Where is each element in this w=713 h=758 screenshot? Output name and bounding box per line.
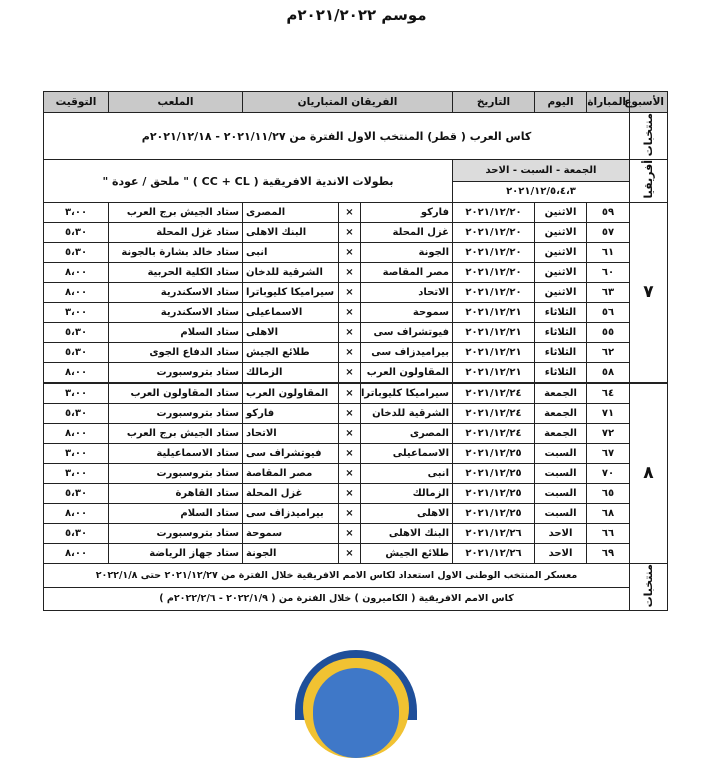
versus-mark: × xyxy=(339,302,361,322)
away-team: الزمالك xyxy=(243,362,339,383)
home-team: فاركو xyxy=(361,202,453,222)
federation-logo xyxy=(295,650,417,720)
match-number: ٦٢ xyxy=(587,342,630,362)
stadium: ستاد السلام xyxy=(109,322,243,342)
away-team: الاهلى xyxy=(243,322,339,342)
kickoff-time: ٥،٣٠ xyxy=(44,342,109,362)
versus-mark: × xyxy=(339,543,361,563)
match-day: الاثنين xyxy=(535,222,587,242)
logo-ball xyxy=(313,668,399,758)
match-day: الجمعة xyxy=(535,423,587,443)
table-row xyxy=(44,202,668,222)
kickoff-time: ٥،٣٠ xyxy=(44,222,109,242)
away-team: الجونة xyxy=(243,543,339,563)
match-number: ٦٥ xyxy=(587,483,630,503)
week-number xyxy=(630,383,668,564)
table-row xyxy=(44,443,668,463)
home-team: المصرى xyxy=(361,423,453,443)
note-row-camp xyxy=(44,563,668,587)
match-number: ٥٦ xyxy=(587,302,630,322)
match-date: ٢٠٢١/١٢/٢٦ xyxy=(453,523,535,543)
match-day: الثلاثاء xyxy=(535,362,587,383)
versus-mark: × xyxy=(339,242,361,262)
match-date: ٢٠٢١/١٢/٢٠ xyxy=(453,242,535,262)
table-row xyxy=(44,342,668,362)
away-team: سيراميكا كليوباترا xyxy=(243,282,339,302)
kickoff-time: ٨،٠٠ xyxy=(44,543,109,563)
header-time: التوقيت xyxy=(44,92,109,113)
table-row xyxy=(44,302,668,322)
stadium: ستاد بتروسبورت xyxy=(109,463,243,483)
home-team: المقاولون العرب xyxy=(361,362,453,383)
note-label-montakhabat-bottom: منتخبات xyxy=(642,563,655,608)
kickoff-time: ٥،٣٠ xyxy=(44,483,109,503)
match-day: السبت xyxy=(535,463,587,483)
match-number: ٥٧ xyxy=(587,222,630,242)
match-number: ٥٩ xyxy=(587,202,630,222)
match-day: الاثنين xyxy=(535,242,587,262)
home-team: الاسماعيلى xyxy=(361,443,453,463)
kickoff-time: ٣،٠٠ xyxy=(44,443,109,463)
kickoff-time: ٣،٠٠ xyxy=(44,202,109,222)
away-team: غزل المحلة xyxy=(243,483,339,503)
note-label-cell xyxy=(630,563,668,610)
kickoff-time: ٣،٠٠ xyxy=(44,383,109,404)
home-team: سموحة xyxy=(361,302,453,322)
home-team: الجونة xyxy=(361,242,453,262)
kickoff-time: ٣،٠٠ xyxy=(44,463,109,483)
table-row xyxy=(44,282,668,302)
note-africa-dates: ٢٠٢١/١٢/٥،٤،٣ xyxy=(453,181,630,202)
match-day: الجمعة xyxy=(535,383,587,404)
match-number: ٦٠ xyxy=(587,262,630,282)
match-day: الاحد xyxy=(535,523,587,543)
versus-mark: × xyxy=(339,503,361,523)
home-team: الزمالك xyxy=(361,483,453,503)
stadium: ستاد الاسكندرية xyxy=(109,302,243,322)
header-teams: الفريقان المتباريان xyxy=(243,92,453,113)
header-day: اليوم xyxy=(535,92,587,113)
away-team: المقاولون العرب xyxy=(243,383,339,404)
home-team: انبى xyxy=(361,463,453,483)
versus-mark: × xyxy=(339,202,361,222)
stadium: ستاد الدفاع الجوى xyxy=(109,342,243,362)
stadium: ستاد جهاز الرياضة xyxy=(109,543,243,563)
versus-mark: × xyxy=(339,523,361,543)
home-team: الاتحاد xyxy=(361,282,453,302)
versus-mark: × xyxy=(339,483,361,503)
note-afcon: كاس الامم الافريقية ( الكاميرون ) خلال الفترة من ( ٢٠٢٢/١/٩ - ٢٠٢٢/٢/٦م ) xyxy=(44,587,630,611)
table-row xyxy=(44,362,668,383)
match-date: ٢٠٢١/١٢/٢٠ xyxy=(453,222,535,242)
note-africa-days: الجمعة - السبت - الاحد xyxy=(453,160,630,181)
away-team: الاتحاد xyxy=(243,423,339,443)
stadium: ستاد بتروسبورت xyxy=(109,523,243,543)
note-row-afcon xyxy=(44,587,668,611)
match-date: ٢٠٢١/١٢/٢١ xyxy=(453,342,535,362)
table-row xyxy=(44,403,668,423)
match-date: ٢٠٢١/١٢/٢٦ xyxy=(453,543,535,563)
stadium: ستاد الجيش برج العرب xyxy=(109,202,243,222)
away-team: فيوتشراف سى xyxy=(243,443,339,463)
match-day: الاثنين xyxy=(535,262,587,282)
match-number: ٥٨ xyxy=(587,362,630,383)
note-label-cell xyxy=(630,113,668,160)
versus-mark: × xyxy=(339,322,361,342)
week-number-label: ٨ xyxy=(643,463,654,484)
home-team: مصر المقاصة xyxy=(361,262,453,282)
header-row xyxy=(44,92,668,113)
away-team: بيراميدزاف سى xyxy=(243,503,339,523)
note-label-cell xyxy=(630,160,668,202)
table-row xyxy=(44,242,668,262)
match-number: ٧١ xyxy=(587,403,630,423)
stadium: ستاد الجيش برج العرب xyxy=(109,423,243,443)
week-number-label: ٧ xyxy=(643,282,654,303)
match-number: ٦٣ xyxy=(587,282,630,302)
stadium: ستاد القاهرة xyxy=(109,483,243,503)
home-team: البنك الاهلى xyxy=(361,523,453,543)
match-date: ٢٠٢١/١٢/٢١ xyxy=(453,362,535,383)
match-number: ٦٤ xyxy=(587,383,630,404)
kickoff-time: ٨،٠٠ xyxy=(44,262,109,282)
match-number: ٦٧ xyxy=(587,443,630,463)
home-team: الاهلى xyxy=(361,503,453,523)
match-day: الجمعة xyxy=(535,403,587,423)
stadium: ستاد الكلية الحربية xyxy=(109,262,243,282)
match-day: السبت xyxy=(535,503,587,523)
note-label-montakhabat: منتخبات xyxy=(642,113,655,157)
home-team: فيوتشراف سى xyxy=(361,322,453,342)
schedule-table xyxy=(43,91,668,611)
match-day: الثلاثاء xyxy=(535,322,587,342)
match-number: ٦٦ xyxy=(587,523,630,543)
away-team: سموحة xyxy=(243,523,339,543)
kickoff-time: ٨،٠٠ xyxy=(44,503,109,523)
versus-mark: × xyxy=(339,463,361,483)
kickoff-time: ٨،٠٠ xyxy=(44,362,109,383)
stadium: ستاد غزل المحلة xyxy=(109,222,243,242)
away-team: فاركو xyxy=(243,403,339,423)
page-title: موسم ٢٠٢١/٢٠٢٢م xyxy=(286,6,427,24)
kickoff-time: ٥،٣٠ xyxy=(44,242,109,262)
away-team: طلائع الجيش xyxy=(243,342,339,362)
stadium: ستاد المقاولون العرب xyxy=(109,383,243,404)
kickoff-time: ٣،٠٠ xyxy=(44,302,109,322)
home-team: طلائع الجيش xyxy=(361,543,453,563)
note-row-africa xyxy=(44,160,668,181)
match-day: الثلاثاء xyxy=(535,342,587,362)
note-row-arab-cup xyxy=(44,113,668,160)
week-number xyxy=(630,202,668,383)
table-row xyxy=(44,463,668,483)
table-row xyxy=(44,423,668,443)
versus-mark: × xyxy=(339,403,361,423)
note-label-africa: أفريقيا xyxy=(642,160,655,199)
match-date: ٢٠٢١/١٢/٢٤ xyxy=(453,423,535,443)
stadium: ستاد بتروسبورت xyxy=(109,362,243,383)
table-row xyxy=(44,483,668,503)
versus-mark: × xyxy=(339,362,361,383)
home-team: الشرقية للدخان xyxy=(361,403,453,423)
versus-mark: × xyxy=(339,443,361,463)
table-row xyxy=(44,222,668,242)
versus-mark: × xyxy=(339,383,361,404)
header-date: التاريخ xyxy=(453,92,535,113)
match-date: ٢٠٢١/١٢/٢٥ xyxy=(453,483,535,503)
home-team: غزل المحلة xyxy=(361,222,453,242)
versus-mark: × xyxy=(339,423,361,443)
header-match: المباراة xyxy=(587,92,630,113)
away-team: الشرقية للدخان xyxy=(243,262,339,282)
table-row xyxy=(44,543,668,563)
versus-mark: × xyxy=(339,342,361,362)
home-team: بيراميدزاف سى xyxy=(361,342,453,362)
match-date: ٢٠٢١/١٢/٢٠ xyxy=(453,282,535,302)
note-arab-cup: كاس العرب ( قطر) المنتخب الاول الفترة من ٢٠٢١/١١/٢٧ - ٢٠٢١/١٢/١٨م xyxy=(44,113,630,160)
versus-mark: × xyxy=(339,222,361,242)
kickoff-time: ٥،٣٠ xyxy=(44,322,109,342)
match-day: الاحد xyxy=(535,543,587,563)
kickoff-time: ٥،٣٠ xyxy=(44,523,109,543)
kickoff-time: ٨،٠٠ xyxy=(44,423,109,443)
header-stadium: الملعب xyxy=(109,92,243,113)
stadium: ستاد خالد بشارة بالجونة xyxy=(109,242,243,262)
match-day: السبت xyxy=(535,443,587,463)
versus-mark: × xyxy=(339,282,361,302)
table-row xyxy=(44,523,668,543)
stadium: ستاد الاسكندرية xyxy=(109,282,243,302)
match-date: ٢٠٢١/١٢/٢١ xyxy=(453,302,535,322)
kickoff-time: ٨،٠٠ xyxy=(44,282,109,302)
stadium: ستاد بتروسبورت xyxy=(109,403,243,423)
table-row xyxy=(44,322,668,342)
away-team: انبى xyxy=(243,242,339,262)
match-day: الاثنين xyxy=(535,202,587,222)
match-number: ٦٩ xyxy=(587,543,630,563)
table-row xyxy=(44,503,668,523)
away-team: الاسماعيلى xyxy=(243,302,339,322)
match-day: السبت xyxy=(535,483,587,503)
versus-mark: × xyxy=(339,262,361,282)
stadium: ستاد الاسماعيلية xyxy=(109,443,243,463)
match-date: ٢٠٢١/١٢/٢٥ xyxy=(453,463,535,483)
match-date: ٢٠٢١/١٢/٢٠ xyxy=(453,262,535,282)
match-date: ٢٠٢١/١٢/٢٥ xyxy=(453,443,535,463)
away-team: مصر المقاصة xyxy=(243,463,339,483)
match-number: ٧٢ xyxy=(587,423,630,443)
match-date: ٢٠٢١/١٢/٢٠ xyxy=(453,202,535,222)
match-number: ٧٠ xyxy=(587,463,630,483)
match-number: ٦٨ xyxy=(587,503,630,523)
away-team: المصرى xyxy=(243,202,339,222)
weeks-body xyxy=(44,202,668,563)
match-date: ٢٠٢١/١٢/٢١ xyxy=(453,322,535,342)
match-date: ٢٠٢١/١٢/٢٥ xyxy=(453,503,535,523)
table-row xyxy=(44,383,668,404)
table-row xyxy=(44,262,668,282)
match-day: الاثنين xyxy=(535,282,587,302)
match-day: الثلاثاء xyxy=(535,302,587,322)
match-number: ٥٥ xyxy=(587,322,630,342)
match-date: ٢٠٢١/١٢/٢٤ xyxy=(453,403,535,423)
header-week: الأسبوع xyxy=(630,92,668,113)
note-africa-clubs: بطولات الاندية الافريقية ( CC + CL ) " ملحق / عودة " xyxy=(44,160,453,202)
stadium: ستاد السلام xyxy=(109,503,243,523)
note-camp: معسكر المنتخب الوطنى الاول استعداد لكاس الامم الافريقية خلال الفترة من ٢٠٢١/١٢/٢٧ حتى ٢٠٢٢/١/٨ xyxy=(44,563,630,587)
match-number: ٦١ xyxy=(587,242,630,262)
home-team: سيراميكا كليوباترا xyxy=(361,383,453,404)
kickoff-time: ٥،٣٠ xyxy=(44,403,109,423)
match-date: ٢٠٢١/١٢/٢٤ xyxy=(453,383,535,404)
away-team: البنك الاهلى xyxy=(243,222,339,242)
